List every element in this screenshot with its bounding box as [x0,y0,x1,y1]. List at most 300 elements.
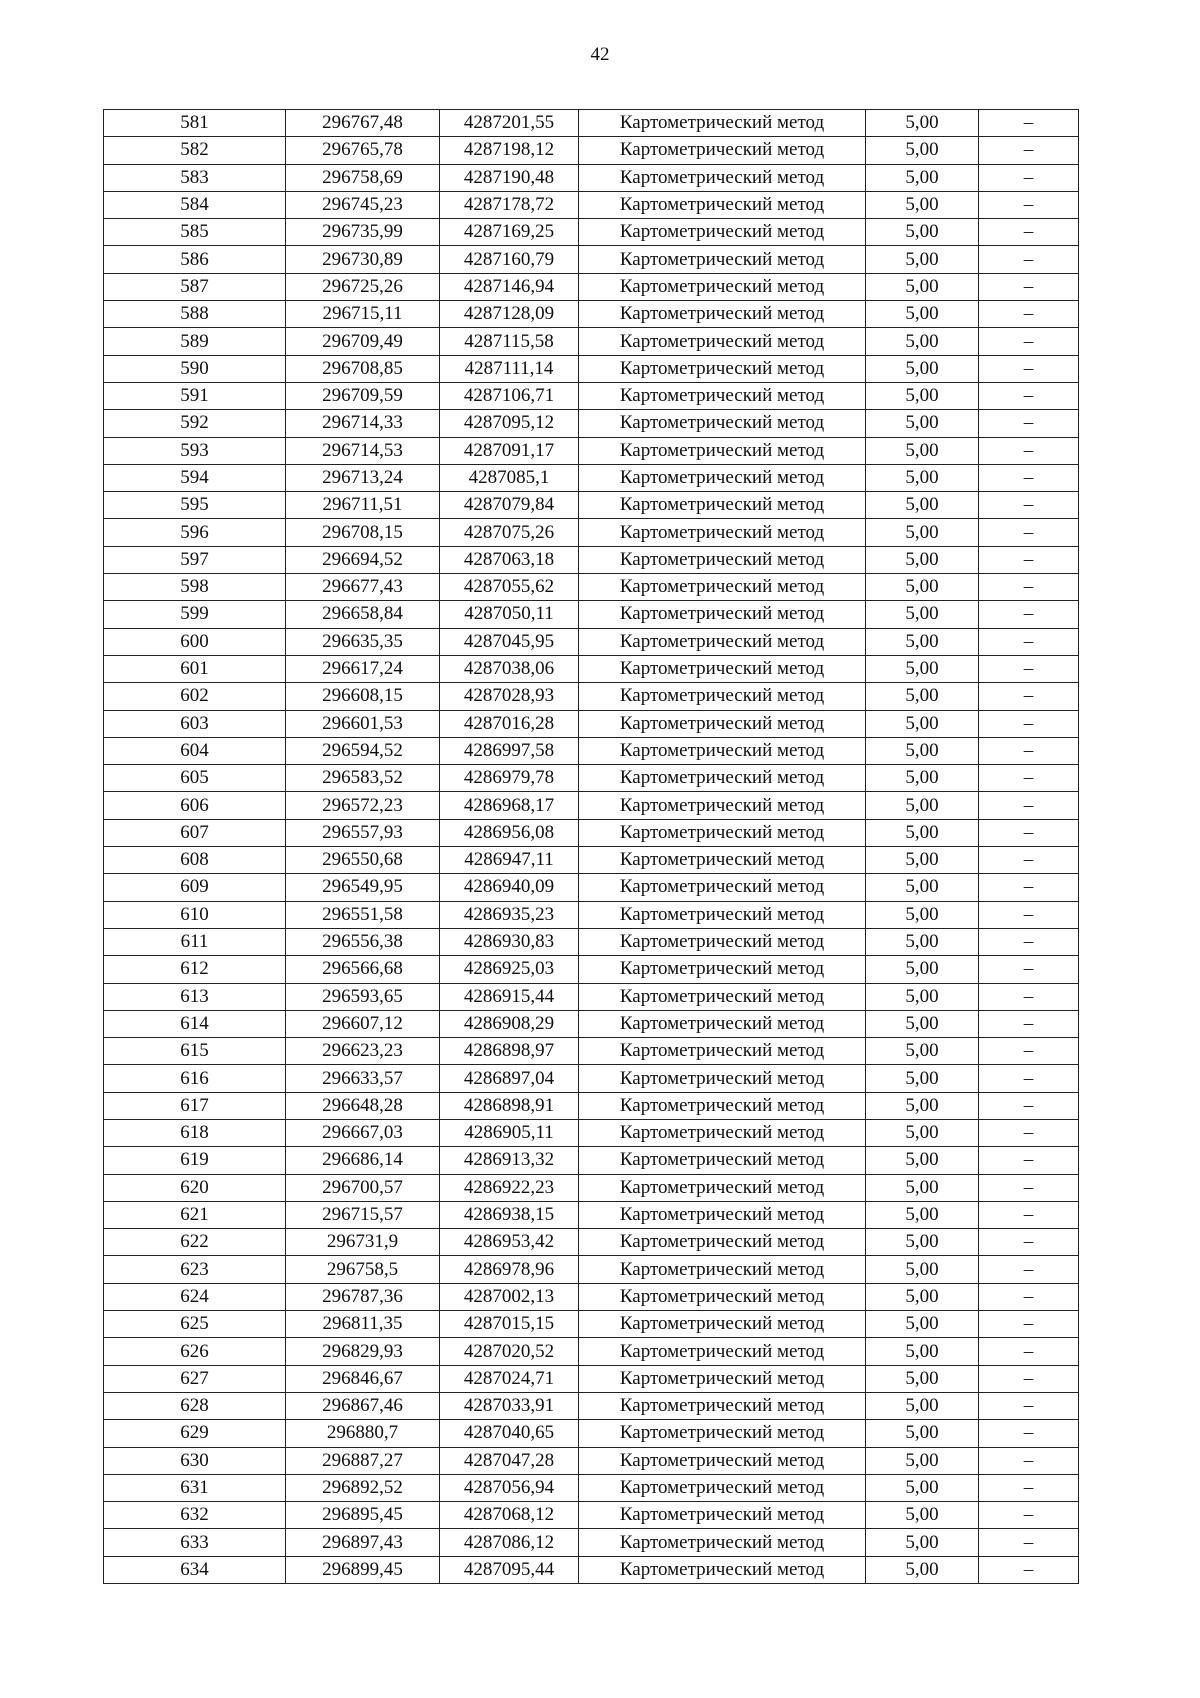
y-coordinate-cell: 4287111,14 [440,355,579,382]
method-cell: Картометрический метод [579,328,866,355]
y-coordinate-cell: 4287020,52 [440,1338,579,1365]
description-cell: – [979,1338,1079,1365]
method-cell: Картометрический метод [579,382,866,409]
accuracy-cell: 5,00 [866,1556,979,1583]
accuracy-cell: 5,00 [866,737,979,764]
y-coordinate-cell: 4287095,12 [440,410,579,437]
method-cell: Картометрический метод [579,246,866,273]
x-coordinate-cell: 296556,38 [286,928,440,955]
accuracy-cell: 5,00 [866,464,979,491]
accuracy-cell: 5,00 [866,628,979,655]
point-number-cell: 581 [104,110,286,137]
description-cell: – [979,956,1079,983]
method-cell: Картометрический метод [579,1529,866,1556]
accuracy-cell: 5,00 [866,410,979,437]
y-coordinate-cell: 4287190,48 [440,164,579,191]
accuracy-cell: 5,00 [866,191,979,218]
table-row [104,847,1079,874]
method-cell: Картометрический метод [579,1174,866,1201]
y-coordinate-cell: 4287075,26 [440,519,579,546]
method-cell: Картометрический метод [579,273,866,300]
point-number-cell: 629 [104,1420,286,1447]
y-coordinate-cell: 4286956,08 [440,819,579,846]
description-cell: – [979,792,1079,819]
point-number-cell: 587 [104,273,286,300]
point-number-cell: 594 [104,464,286,491]
accuracy-cell: 5,00 [866,1065,979,1092]
method-cell: Картометрический метод [579,1256,866,1283]
table-row [104,1556,1079,1583]
x-coordinate-cell: 296677,43 [286,574,440,601]
description-cell: – [979,110,1079,137]
method-cell: Картометрический метод [579,1229,866,1256]
description-cell: – [979,1529,1079,1556]
x-coordinate-cell: 296714,53 [286,437,440,464]
description-cell: – [979,1092,1079,1119]
x-coordinate-cell: 296648,28 [286,1092,440,1119]
y-coordinate-cell: 4286913,32 [440,1147,579,1174]
accuracy-cell: 5,00 [866,1447,979,1474]
point-number-cell: 632 [104,1502,286,1529]
accuracy-cell: 5,00 [866,301,979,328]
accuracy-cell: 5,00 [866,137,979,164]
method-cell: Картометрический метод [579,1420,866,1447]
table-row [104,1174,1079,1201]
y-coordinate-cell: 4286925,03 [440,956,579,983]
description-cell: – [979,901,1079,928]
method-cell: Картометрический метод [579,1365,866,1392]
table-row [104,1474,1079,1501]
description-cell: – [979,1256,1079,1283]
y-coordinate-cell: 4286905,11 [440,1119,579,1146]
accuracy-cell: 5,00 [866,1010,979,1037]
x-coordinate-cell: 296715,57 [286,1201,440,1228]
description-cell: – [979,137,1079,164]
table-row [104,928,1079,955]
accuracy-cell: 5,00 [866,1038,979,1065]
table-row [104,1119,1079,1146]
table-row [104,1229,1079,1256]
description-cell: – [979,655,1079,682]
method-cell: Картометрический метод [579,1447,866,1474]
x-coordinate-cell: 296601,53 [286,710,440,737]
description-cell: – [979,492,1079,519]
method-cell: Картометрический метод [579,819,866,846]
y-coordinate-cell: 4287028,93 [440,683,579,710]
description-cell: – [979,737,1079,764]
point-number-cell: 616 [104,1065,286,1092]
table-row [104,1256,1079,1283]
y-coordinate-cell: 4287086,12 [440,1529,579,1556]
x-coordinate-cell: 296867,46 [286,1392,440,1419]
accuracy-cell: 5,00 [866,1119,979,1146]
y-coordinate-cell: 4286968,17 [440,792,579,819]
x-coordinate-cell: 296731,9 [286,1229,440,1256]
table-row [104,601,1079,628]
point-number-cell: 631 [104,1474,286,1501]
accuracy-cell: 5,00 [866,273,979,300]
table-row [104,301,1079,328]
y-coordinate-cell: 4287038,06 [440,655,579,682]
accuracy-cell: 5,00 [866,901,979,928]
y-coordinate-cell: 4287055,62 [440,574,579,601]
point-number-cell: 608 [104,847,286,874]
x-coordinate-cell: 296623,23 [286,1038,440,1065]
accuracy-cell: 5,00 [866,683,979,710]
point-number-cell: 619 [104,1147,286,1174]
point-number-cell: 596 [104,519,286,546]
point-number-cell: 625 [104,1311,286,1338]
description-cell: – [979,546,1079,573]
method-cell: Картометрический метод [579,410,866,437]
method-cell: Картометрический метод [579,983,866,1010]
accuracy-cell: 5,00 [866,1174,979,1201]
table-row [104,710,1079,737]
x-coordinate-cell: 296811,35 [286,1311,440,1338]
accuracy-cell: 5,00 [866,874,979,901]
method-cell: Картометрический метод [579,901,866,928]
point-number-cell: 627 [104,1365,286,1392]
accuracy-cell: 5,00 [866,601,979,628]
table-row [104,219,1079,246]
table-row [104,519,1079,546]
method-cell: Картометрический метод [579,928,866,955]
page-number: 42 [590,44,610,65]
method-cell: Картометрический метод [579,301,866,328]
x-coordinate-cell: 296892,52 [286,1474,440,1501]
table-row [104,1065,1079,1092]
method-cell: Картометрический метод [579,956,866,983]
description-cell: – [979,437,1079,464]
y-coordinate-cell: 4287106,71 [440,382,579,409]
point-number-cell: 613 [104,983,286,1010]
accuracy-cell: 5,00 [866,574,979,601]
y-coordinate-cell: 4286940,09 [440,874,579,901]
accuracy-cell: 5,00 [866,328,979,355]
point-number-cell: 624 [104,1283,286,1310]
description-cell: – [979,628,1079,655]
y-coordinate-cell: 4286978,96 [440,1256,579,1283]
method-cell: Картометрический метод [579,1474,866,1501]
x-coordinate-cell: 296583,52 [286,765,440,792]
point-number-cell: 611 [104,928,286,955]
x-coordinate-cell: 296658,84 [286,601,440,628]
y-coordinate-cell: 4287146,94 [440,273,579,300]
description-cell: – [979,1365,1079,1392]
x-coordinate-cell: 296551,58 [286,901,440,928]
point-number-cell: 590 [104,355,286,382]
table-row [104,492,1079,519]
method-cell: Картометрический метод [579,737,866,764]
x-coordinate-cell: 296593,65 [286,983,440,1010]
point-number-cell: 623 [104,1256,286,1283]
table-row [104,956,1079,983]
accuracy-cell: 5,00 [866,1147,979,1174]
accuracy-cell: 5,00 [866,765,979,792]
x-coordinate-cell: 296829,93 [286,1338,440,1365]
method-cell: Картометрический метод [579,492,866,519]
point-number-cell: 615 [104,1038,286,1065]
method-cell: Картометрический метод [579,792,866,819]
table-row [104,110,1079,137]
method-cell: Картометрический метод [579,1119,866,1146]
x-coordinate-cell: 296714,33 [286,410,440,437]
table-row [104,1147,1079,1174]
method-cell: Картометрический метод [579,1201,866,1228]
x-coordinate-cell: 296725,26 [286,273,440,300]
description-cell: – [979,273,1079,300]
description-cell: – [979,1119,1079,1146]
point-number-cell: 606 [104,792,286,819]
y-coordinate-cell: 4286997,58 [440,737,579,764]
accuracy-cell: 5,00 [866,792,979,819]
y-coordinate-cell: 4286930,83 [440,928,579,955]
description-cell: – [979,1556,1079,1583]
accuracy-cell: 5,00 [866,219,979,246]
method-cell: Картометрический метод [579,1283,866,1310]
accuracy-cell: 5,00 [866,355,979,382]
table-row [104,628,1079,655]
point-number-cell: 598 [104,574,286,601]
method-cell: Картометрический метод [579,655,866,682]
y-coordinate-cell: 4287079,84 [440,492,579,519]
x-coordinate-cell: 296608,15 [286,683,440,710]
description-cell: – [979,191,1079,218]
description-cell: – [979,1502,1079,1529]
x-coordinate-cell: 296787,36 [286,1283,440,1310]
x-coordinate-cell: 296711,51 [286,492,440,519]
method-cell: Картометрический метод [579,1502,866,1529]
y-coordinate-cell: 4286897,04 [440,1065,579,1092]
description-cell: – [979,410,1079,437]
point-number-cell: 595 [104,492,286,519]
y-coordinate-cell: 4287085,1 [440,464,579,491]
description-cell: – [979,246,1079,273]
table-row [104,437,1079,464]
y-coordinate-cell: 4287050,11 [440,601,579,628]
table-row [104,246,1079,273]
method-cell: Картометрический метод [579,1065,866,1092]
point-number-cell: 626 [104,1338,286,1365]
x-coordinate-cell: 296735,99 [286,219,440,246]
x-coordinate-cell: 296566,68 [286,956,440,983]
x-coordinate-cell: 296895,45 [286,1502,440,1529]
point-number-cell: 602 [104,683,286,710]
description-cell: – [979,1147,1079,1174]
x-coordinate-cell: 296758,69 [286,164,440,191]
y-coordinate-cell: 4287047,28 [440,1447,579,1474]
table-row [104,655,1079,682]
point-number-cell: 620 [104,1174,286,1201]
description-cell: – [979,1420,1079,1447]
point-number-cell: 618 [104,1119,286,1146]
x-coordinate-cell: 296897,43 [286,1529,440,1556]
accuracy-cell: 5,00 [866,847,979,874]
method-cell: Картометрический метод [579,1092,866,1119]
method-cell: Картометрический метод [579,1147,866,1174]
accuracy-cell: 5,00 [866,655,979,682]
y-coordinate-cell: 4287056,94 [440,1474,579,1501]
table-row [104,1092,1079,1119]
point-number-cell: 582 [104,137,286,164]
y-coordinate-cell: 4287198,12 [440,137,579,164]
table-row [104,328,1079,355]
method-cell: Картометрический метод [579,874,866,901]
table-row [104,765,1079,792]
x-coordinate-cell: 296572,23 [286,792,440,819]
accuracy-cell: 5,00 [866,1092,979,1119]
description-cell: – [979,464,1079,491]
accuracy-cell: 5,00 [866,1365,979,1392]
description-cell: – [979,164,1079,191]
method-cell: Картометрический метод [579,437,866,464]
x-coordinate-cell: 296887,27 [286,1447,440,1474]
accuracy-cell: 5,00 [866,1474,979,1501]
y-coordinate-cell: 4286953,42 [440,1229,579,1256]
table-row [104,191,1079,218]
description-cell: – [979,519,1079,546]
table-row [104,1038,1079,1065]
y-coordinate-cell: 4287095,44 [440,1556,579,1583]
y-coordinate-cell: 4287128,09 [440,301,579,328]
x-coordinate-cell: 296686,14 [286,1147,440,1174]
method-cell: Картометрический метод [579,1392,866,1419]
table-row [104,1338,1079,1365]
table-row [104,355,1079,382]
method-cell: Картометрический метод [579,1556,866,1583]
x-coordinate-cell: 296694,52 [286,546,440,573]
point-number-cell: 603 [104,710,286,737]
x-coordinate-cell: 296633,57 [286,1065,440,1092]
point-number-cell: 593 [104,437,286,464]
description-cell: – [979,819,1079,846]
table-row [104,792,1079,819]
x-coordinate-cell: 296607,12 [286,1010,440,1037]
table-row [104,1447,1079,1474]
accuracy-cell: 5,00 [866,382,979,409]
method-cell: Картометрический метод [579,1010,866,1037]
accuracy-cell: 5,00 [866,437,979,464]
method-cell: Картометрический метод [579,546,866,573]
method-cell: Картометрический метод [579,628,866,655]
description-cell: – [979,928,1079,955]
description-cell: – [979,765,1079,792]
table-row [104,1502,1079,1529]
y-coordinate-cell: 4286898,91 [440,1092,579,1119]
accuracy-cell: 5,00 [866,1201,979,1228]
table-row [104,1420,1079,1447]
accuracy-cell: 5,00 [866,546,979,573]
table-row [104,1010,1079,1037]
point-number-cell: 609 [104,874,286,901]
description-cell: – [979,1201,1079,1228]
x-coordinate-cell: 296880,7 [286,1420,440,1447]
y-coordinate-cell: 4287091,17 [440,437,579,464]
point-number-cell: 628 [104,1392,286,1419]
point-number-cell: 588 [104,301,286,328]
description-cell: – [979,683,1079,710]
table-row [104,737,1079,764]
table-row [104,273,1079,300]
method-cell: Картометрический метод [579,847,866,874]
point-number-cell: 634 [104,1556,286,1583]
y-coordinate-cell: 4287033,91 [440,1392,579,1419]
method-cell: Картометрический метод [579,464,866,491]
description-cell: – [979,601,1079,628]
accuracy-cell: 5,00 [866,956,979,983]
point-number-cell: 605 [104,765,286,792]
x-coordinate-cell: 296715,11 [286,301,440,328]
point-number-cell: 597 [104,546,286,573]
description-cell: – [979,1229,1079,1256]
description-cell: – [979,874,1079,901]
y-coordinate-cell: 4287024,71 [440,1365,579,1392]
accuracy-cell: 5,00 [866,1338,979,1365]
accuracy-cell: 5,00 [866,1420,979,1447]
y-coordinate-cell: 4287016,28 [440,710,579,737]
method-cell: Картометрический метод [579,164,866,191]
accuracy-cell: 5,00 [866,492,979,519]
x-coordinate-cell: 296709,59 [286,382,440,409]
description-cell: – [979,574,1079,601]
point-number-cell: 585 [104,219,286,246]
point-number-cell: 630 [104,1447,286,1474]
accuracy-cell: 5,00 [866,110,979,137]
method-cell: Картометрический метод [579,1311,866,1338]
accuracy-cell: 5,00 [866,519,979,546]
coordinates-table [103,109,1079,1584]
x-coordinate-cell: 296709,49 [286,328,440,355]
accuracy-cell: 5,00 [866,928,979,955]
y-coordinate-cell: 4287040,65 [440,1420,579,1447]
accuracy-cell: 5,00 [866,164,979,191]
x-coordinate-cell: 296635,35 [286,628,440,655]
description-cell: – [979,1392,1079,1419]
y-coordinate-cell: 4286898,97 [440,1038,579,1065]
x-coordinate-cell: 296846,67 [286,1365,440,1392]
x-coordinate-cell: 296730,89 [286,246,440,273]
y-coordinate-cell: 4287160,79 [440,246,579,273]
table-row [104,464,1079,491]
x-coordinate-cell: 296765,78 [286,137,440,164]
accuracy-cell: 5,00 [866,983,979,1010]
method-cell: Картометрический метод [579,137,866,164]
accuracy-cell: 5,00 [866,1311,979,1338]
table-row [104,983,1079,1010]
point-number-cell: 599 [104,601,286,628]
y-coordinate-cell: 4287063,18 [440,546,579,573]
point-number-cell: 600 [104,628,286,655]
x-coordinate-cell: 296557,93 [286,819,440,846]
point-number-cell: 607 [104,819,286,846]
method-cell: Картометрический метод [579,191,866,218]
x-coordinate-cell: 296617,24 [286,655,440,682]
point-number-cell: 617 [104,1092,286,1119]
y-coordinate-cell: 4286915,44 [440,983,579,1010]
y-coordinate-cell: 4287178,72 [440,191,579,218]
point-number-cell: 586 [104,246,286,273]
y-coordinate-cell: 4287045,95 [440,628,579,655]
method-cell: Картометрический метод [579,1338,866,1365]
description-cell: – [979,382,1079,409]
table-row [104,901,1079,928]
point-number-cell: 622 [104,1229,286,1256]
x-coordinate-cell: 296700,57 [286,1174,440,1201]
coordinates-table-body [104,110,1079,1584]
y-coordinate-cell: 4286922,23 [440,1174,579,1201]
point-number-cell: 592 [104,410,286,437]
method-cell: Картометрический метод [579,765,866,792]
